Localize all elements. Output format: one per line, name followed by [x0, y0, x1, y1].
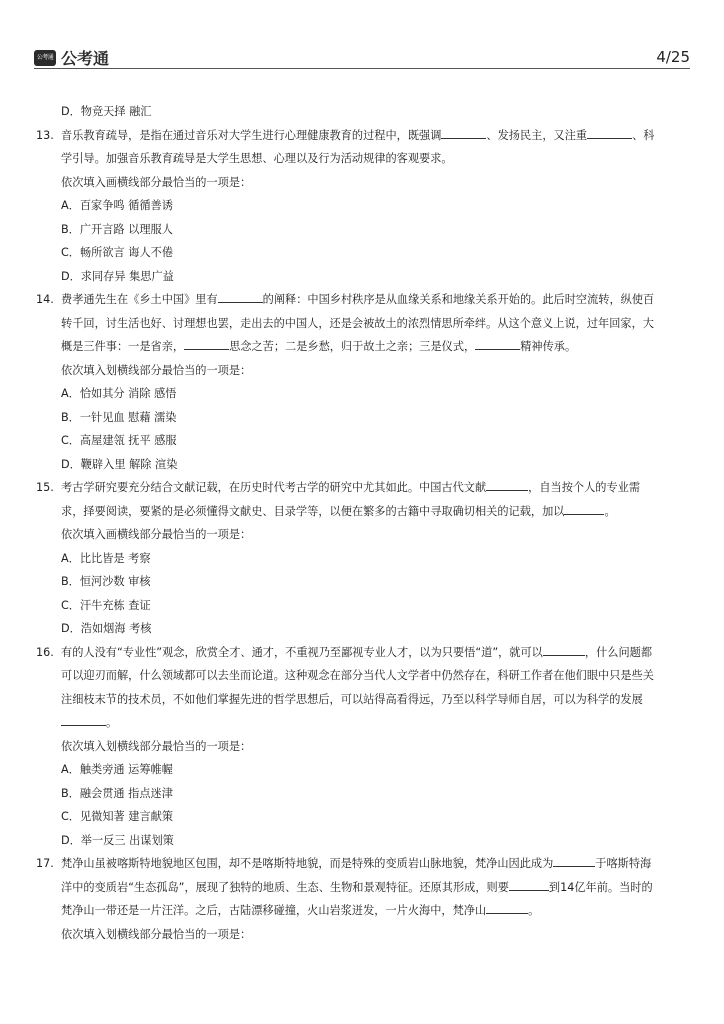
question-16: [36, 641, 688, 665]
question-text: 、科: [632, 128, 655, 142]
question-number: 17.: [36, 857, 54, 870]
question-text: 的阐释：中国乡村秩序是从血缘关系和地缘关系开始的。此后时空流转，纵使百: [262, 293, 655, 306]
fill-blank: [61, 713, 106, 726]
option-a: A．比比皆是 考察: [61, 551, 151, 565]
question-prompt: 依次填入画横线部分最恰当的一项是：: [61, 175, 252, 189]
option-d: D．举一反三 出谋划策: [61, 833, 174, 847]
question-text: 到14亿年前。当时的: [548, 880, 653, 894]
question-line: [36, 876, 688, 900]
question-text: 学引导。加强音乐教育疏导是大学生思想、心理以及行为活动规律的客观要求。: [61, 152, 453, 165]
option-a: A．触类旁通 运筹帷幄: [61, 763, 173, 776]
question-text: 。: [604, 504, 616, 518]
question-text: 精神传承。: [520, 340, 577, 353]
question-text: 注细枝末节的技术员，不如他们掌握先进的哲学思想后，可以站得高看得远，乃至以科学导师自居，可以为科学的发展: [61, 692, 643, 706]
question-line: [36, 335, 688, 359]
question-text: ，什么问题都: [584, 645, 653, 659]
question-15: [36, 476, 688, 500]
logo-text: 公考通: [61, 49, 110, 68]
question-text: 梵净山虽被喀斯特地貌地区包围，却不是喀斯特地貌，而是特殊的变质岩山脉地貌，梵净山因此成为: [61, 857, 554, 870]
question-number: 15.: [36, 481, 54, 494]
option-d: D．浩如烟海 考核: [61, 622, 152, 635]
logo-badge: 公考通: [34, 50, 56, 66]
question-prompt: 依次填入画横线部分最恰当的一项是：: [61, 528, 252, 541]
question-14: [36, 288, 688, 312]
option-c: C．见微知著 建言献策: [61, 810, 174, 823]
fill-blank: [184, 337, 229, 350]
question-prompt: 依次填入划横线部分最恰当的一项是：: [61, 927, 252, 941]
question-number: 13.: [36, 128, 54, 142]
fill-blank: [218, 290, 263, 303]
page-header: [34, 46, 690, 70]
fill-blank: [441, 126, 486, 139]
question-prompt: 依次填入划横线部分最恰当的一项是：: [61, 363, 252, 377]
question-number: 16.: [36, 645, 54, 659]
question-text: 思念之苦；二是乡愁，归于故土之亲；三是仪式，: [229, 340, 476, 353]
question-text: 。: [528, 904, 540, 917]
question-line: [36, 899, 688, 923]
fill-blank: [543, 643, 585, 656]
page-number: 4/25: [656, 48, 690, 66]
question-text: 、发扬民主，又注重: [486, 128, 588, 142]
fill-blank: [486, 901, 528, 914]
question-text: 可以迎刃而解，什么领域都可以去坐而论道。这种观念在部分当代人文学者中仍然存在，科研工作者在他们眼中只是些关: [61, 669, 654, 682]
option-b: B．恒河沙数 审核: [61, 575, 151, 588]
question-text: 有的人没有“专业性”观念，欣赏全才、通才，不重视乃至鄙视专业人才，以为只要悟“道”，就可以: [61, 645, 543, 659]
fill-blank: [587, 126, 632, 139]
option-b: B．融会贯通 指点迷津: [61, 786, 173, 800]
question-prompt: 依次填入划横线部分最恰当的一项是：: [61, 739, 252, 753]
option-c: C．汗牛充栋 查证: [61, 598, 151, 612]
fill-blank: [564, 502, 604, 515]
option-b: B．广开言路 以理服人: [61, 222, 173, 236]
question-text: 概是三件事：一是省亲，: [61, 340, 185, 353]
logo: [34, 46, 109, 69]
question-text: 音乐教育疏导，是指在通过音乐对大学生进行心理健康教育的过程中，既强调: [61, 128, 442, 142]
question-text: 考古学研究要充分结合文献记载，在历史时代考古学的研究中尤其如此。中国古代文献: [61, 481, 487, 494]
option-line: D．物竞天择 融汇: [61, 105, 152, 118]
question-number: 14.: [36, 293, 54, 306]
fill-blank: [475, 337, 520, 350]
option-d: D．求同存异 集思广益: [61, 269, 174, 283]
option-c: C．高屋建瓴 抚平 感服: [61, 434, 177, 447]
question-text: 梵净山一带还是一片汪洋。之后，古陆漂移碰撞，火山岩浆迸发，一片火海中，梵净山: [61, 904, 487, 917]
fill-blank: [553, 854, 595, 867]
question-text: 转千回，讨生活也好、讨理想也罢，走出去的中国人，还是会被故土的浓烈情思所牵绊。从这个意义上说，过年回家，大: [61, 316, 654, 330]
question-text: 于喀斯特海: [595, 857, 652, 870]
question-line: [36, 500, 688, 524]
question-text: 求，择要阅读，要紧的是必须懂得文献史、目录学等，以便在繁多的古籍中寻取确切相关的记载，加以: [61, 504, 565, 518]
question-13: [36, 124, 688, 148]
question-text: ，自当按个人的专业需: [528, 481, 641, 494]
question-text: 。: [106, 716, 118, 729]
option-a: A．恰如其分 消除 感悟: [61, 387, 177, 400]
option-c: C．畅所欲言 诲人不倦: [61, 246, 174, 259]
question-text: 洋中的变质岩“生态孤岛”，展现了独特的地质、生态、生物和景观特征。还原其形成，则要: [61, 880, 509, 894]
header-divider: [34, 68, 690, 69]
question-text: 费孝通先生在《乡土中国》里有: [61, 293, 218, 306]
option-b: B．一针见血 慰藉 濡染: [61, 410, 177, 424]
question-17: [36, 852, 688, 876]
fill-blank: [509, 878, 549, 891]
fill-blank: [486, 478, 528, 491]
document-body: [36, 100, 688, 946]
option-d: D．鞭辟入里 解除 渲染: [61, 457, 178, 471]
option-a: A．百家争鸣 循循善诱: [61, 199, 173, 212]
question-line: [36, 711, 688, 735]
